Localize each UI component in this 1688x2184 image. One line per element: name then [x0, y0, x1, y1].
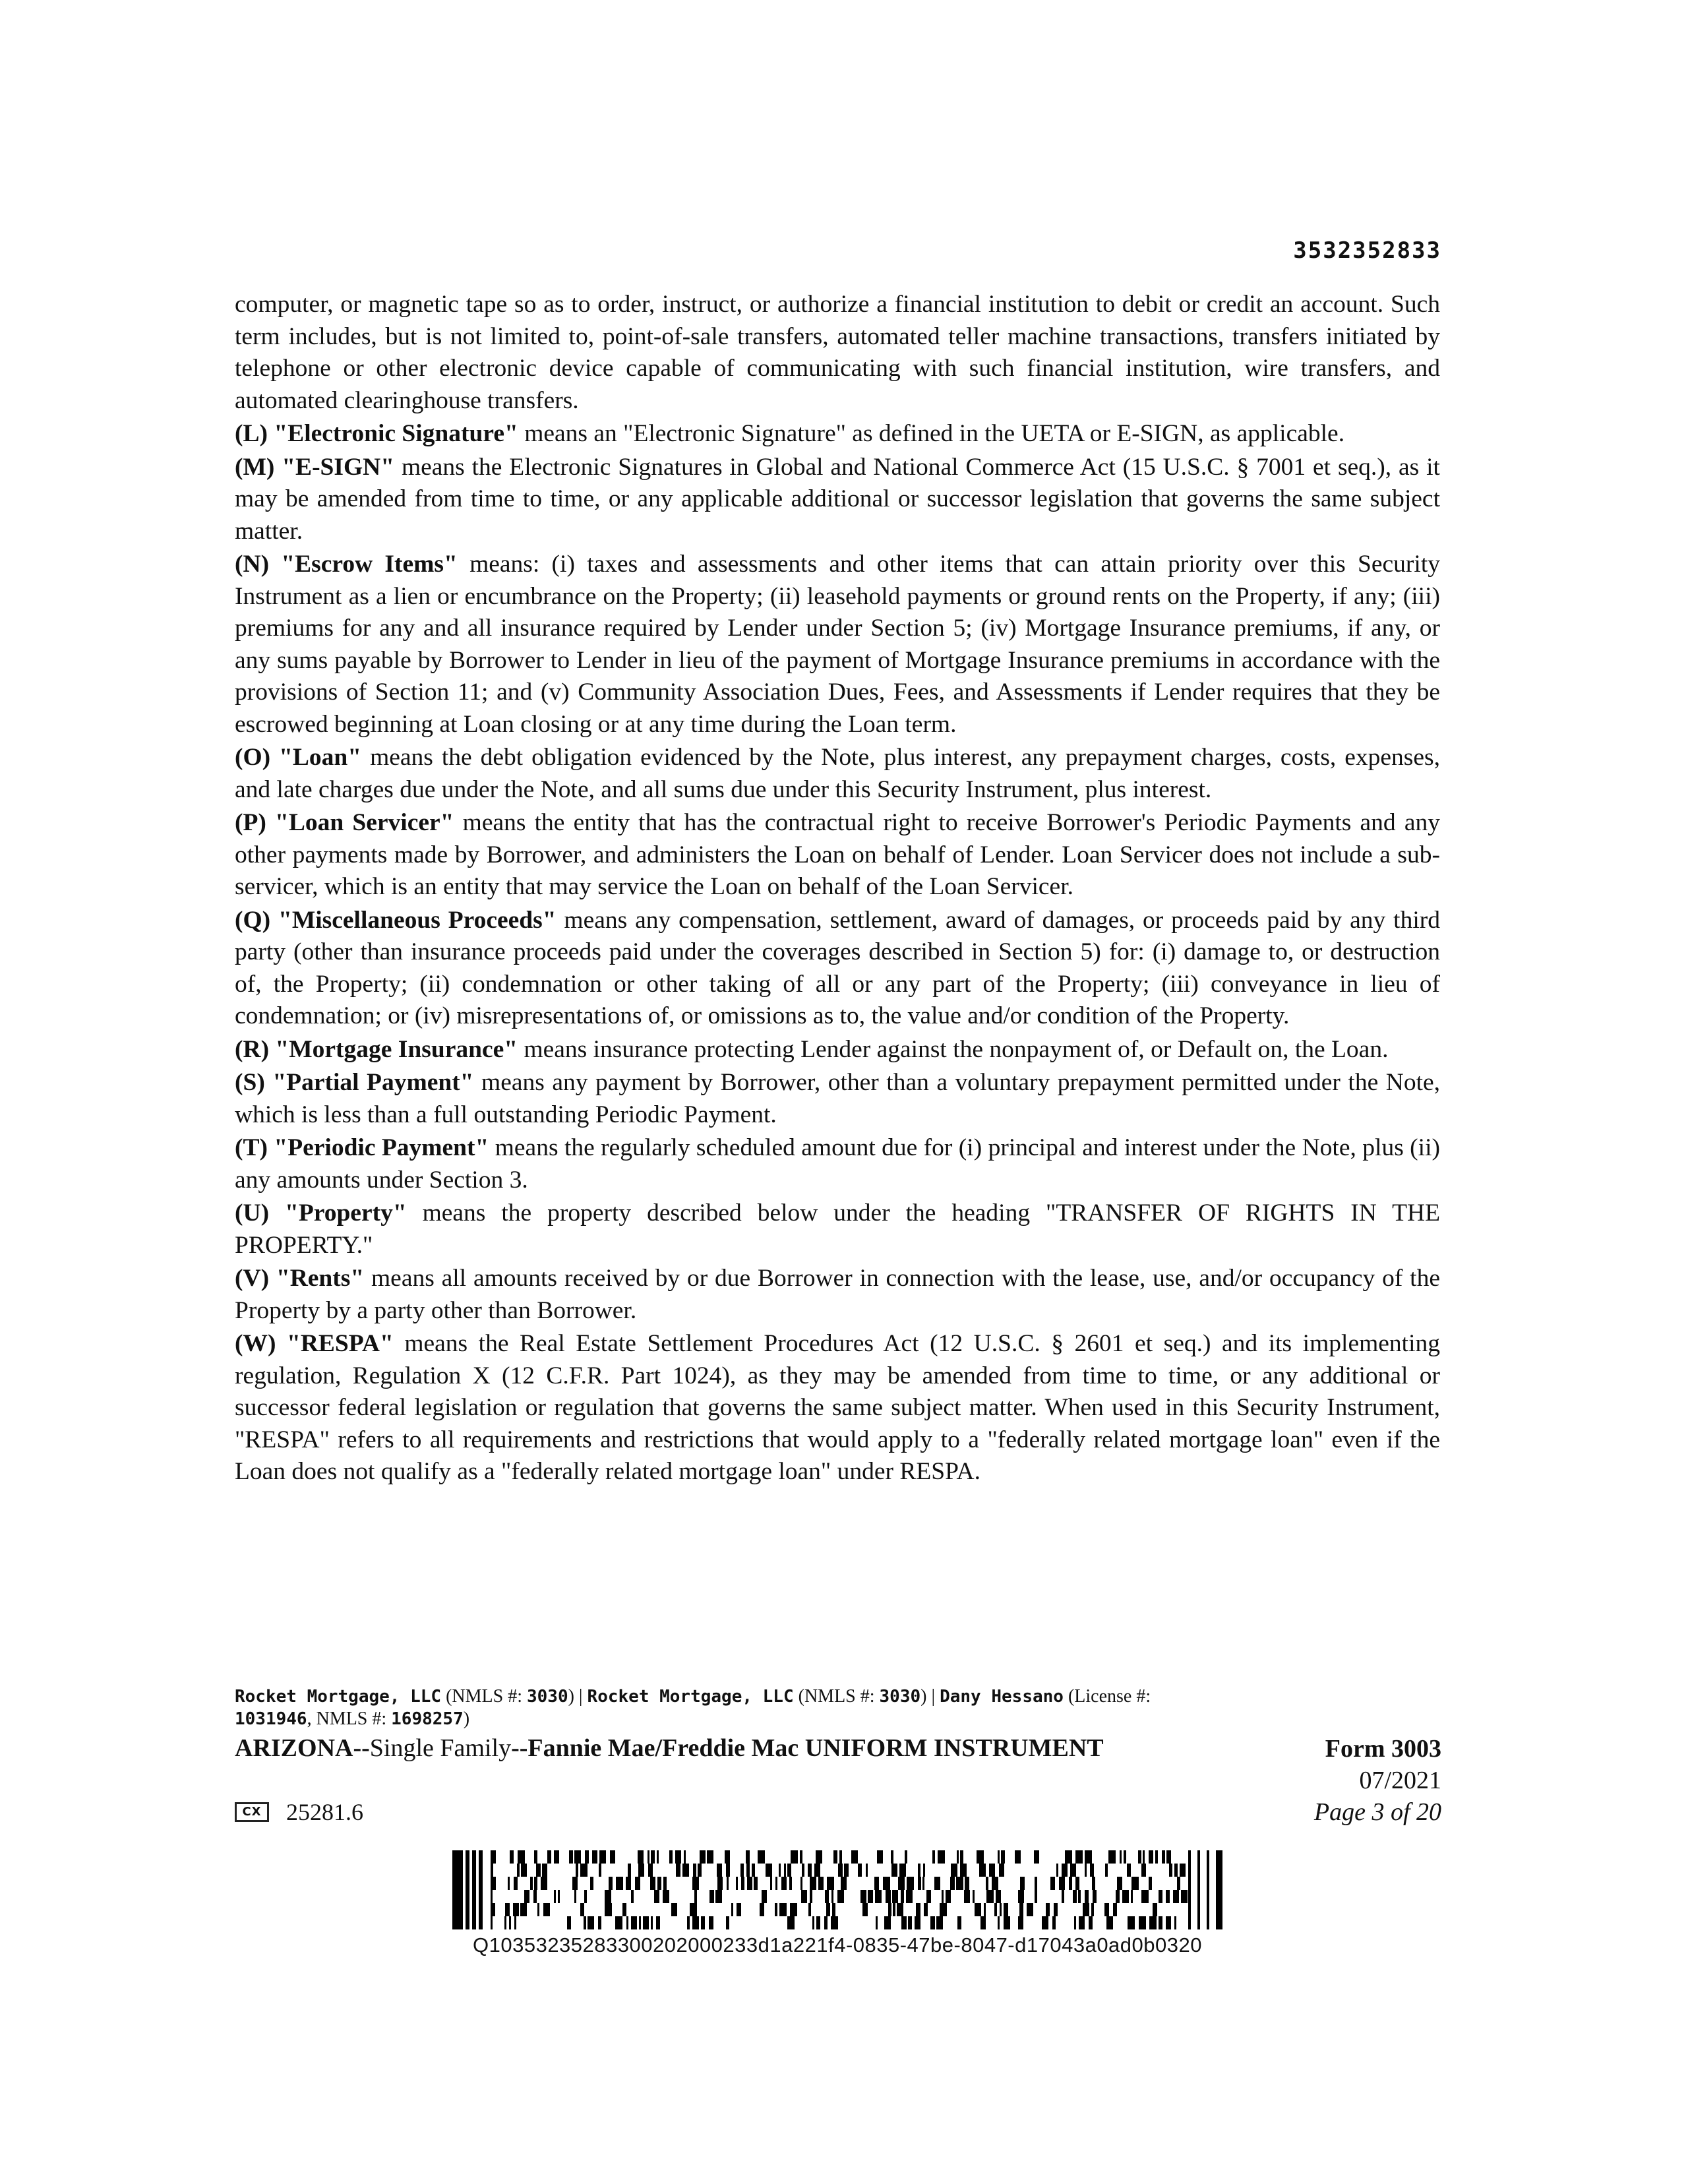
definition-term: (P) "Loan Servicer"	[235, 809, 454, 836]
form-date: 07/2021	[1359, 1767, 1441, 1794]
definition-term: (Q) "Miscellaneous Proceeds"	[235, 906, 557, 934]
license-label: (License #:	[1063, 1686, 1151, 1707]
license-number: 1031946	[235, 1709, 307, 1729]
close-paren: )	[463, 1709, 470, 1729]
definition-paragraph	[235, 289, 1440, 417]
definition-paragraph	[235, 1328, 1440, 1488]
separator: ) |	[568, 1686, 588, 1707]
definition-text: means: (i) taxes and assessments and other items that can attain priority over this Security Instrument as a lien or encumbrance on the Property; (ii) leasehold payments or ground rents on the Property, if any; (iii) premiums for any and all insurance required by Lender under Section 5; (iv) Mortgage Insurance premiums, if any, or any sums payable by Borrower to Lender in lieu of the payment of Mortgage Insurance premiums in accordance with the provisions of Section 11; and (v) Community Association Dues, Fees, and Assessments if Lender requires that they be escrowed beginning at Loan closing or at any time during the Loan term.	[235, 551, 1440, 738]
definition-term: (W) "RESPA"	[235, 1330, 394, 1357]
definition-text: means the Real Estate Settlement Procedures Act (12 U.S.C. § 2601 et seq.) and its implementing regulation, Regulation X (12 C.F.R. Part 1024), as they may be amended from time to time, or any additional or successor federal legislation or regulation that governs the same subject matter. When used in this Security Instrument, "RESPA" refers to all requirements and restrictions that would apply to a "federally related mortgage loan" even if the Loan does not qualify as a "federally related mortgage loan" under RESPA.	[235, 1330, 1440, 1485]
definition-text: means insurance protecting Lender against the nonpayment of, or Default on, the Loan.	[518, 1035, 1389, 1063]
definition-text: means an "Electronic Signature" as defined in the UETA or E-SIGN, as applicable.	[518, 420, 1345, 447]
definition-paragraph	[235, 1067, 1440, 1131]
definition-term: (N) "Escrow Items"	[235, 551, 458, 578]
definition-text: means the entity that has the contractual right to receive Borrower's Periodic Payments and any other payments made by Borrower, and administers the Loan on behalf of Lender. Loan Servicer does not include a sub-servicer, which is an entity that may service the Loan on behalf of the Loan Servicer.	[235, 809, 1441, 900]
originator-name: Dany Hessano	[940, 1687, 1064, 1707]
definition-paragraph	[235, 1198, 1440, 1261]
document-code-row	[235, 1798, 363, 1827]
definition-term: (M) "E-SIGN"	[235, 453, 395, 481]
definition-term: (T) "Periodic Payment"	[235, 1134, 489, 1161]
definitions-body	[235, 289, 1440, 1490]
document-code: 25281.6	[286, 1799, 363, 1825]
definition-paragraph	[235, 1132, 1440, 1196]
definition-text: means the Electronic Signatures in Global and National Commerce Act (15 U.S.C. § 7001 et seq.), as it may be amended from time to time, or any applicable additional or successor legislation that governs the same subject matter.	[235, 453, 1440, 545]
definition-paragraph	[235, 418, 1440, 450]
definition-text: means all amounts received by or due Borrower in connection with the lease, use, and/or occupancy of the Property by a party other than Borrower.	[235, 1265, 1440, 1324]
instrument-title	[235, 1733, 1440, 1763]
definition-text: means any compensation, settlement, award of damages, or proceeds paid by any third party (other than insurance proceeds paid under the coverages described in Section 5) for: (i) damage to, or destruction of, the Property; (ii) condemnation or other taking of all or any part of the Property; (iii) conveyance in lieu of condemnation; or (iv) misrepresentations of, or omissions as to, the value and/or condition of the Property.	[235, 906, 1440, 1029]
definition-paragraph	[235, 549, 1440, 741]
nmls-label: , NMLS #:	[307, 1709, 392, 1729]
definition-paragraph	[235, 807, 1440, 903]
form-info	[1314, 1733, 1441, 1828]
dash: --	[511, 1734, 528, 1762]
form-number: Form 3003	[1325, 1735, 1441, 1763]
state-name: ARIZONA	[235, 1734, 353, 1762]
definition-paragraph	[235, 452, 1440, 548]
definition-term: (S) "Partial Payment"	[235, 1069, 474, 1096]
definition-text: means the debt obligation evidenced by the Note, plus interest, any prepayment charges, costs, expenses, and late charges due under the Note, and all sums due under this Security Instrument, plus interest.	[235, 744, 1440, 803]
nmls-number: 1698257	[391, 1709, 464, 1729]
barcode-text: Q10353235283300202000233d1a221f4-0835-47be-8047-d17043a0ad0b0320	[473, 1933, 1202, 1957]
definition-term: (O) "Loan"	[235, 744, 362, 771]
definition-paragraph	[235, 1034, 1440, 1066]
barcode-image	[452, 1850, 1222, 1929]
definition-text: means the property described below under the heading "TRANSFER OF RIGHTS IN THE PROPERTY."	[235, 1199, 1440, 1259]
definition-term: (R) "Mortgage Insurance"	[235, 1035, 518, 1063]
lender-name: Rocket Mortgage, LLC	[587, 1687, 794, 1707]
definition-term: (L) "Electronic Signature"	[235, 420, 518, 447]
instrument-name: Fannie Mae/Freddie Mac UNIFORM INSTRUMENT	[528, 1734, 1104, 1762]
definition-paragraph	[235, 1263, 1440, 1327]
cx-logo-icon: CX	[235, 1802, 269, 1822]
nmls-label: (NMLS #:	[441, 1686, 527, 1707]
nmls-number: 3030	[526, 1687, 568, 1707]
separator: ) |	[920, 1686, 940, 1707]
definition-text: computer, or magnetic tape so as to order, instruct, or authorize a financial institution to debit or credit an account. Such term includes, but is not limited to, point-of-sale transfers, automated teller machine transactions, transfers initiated by telephone or other electronic device capable of communicating with such financial institution, wire transfers, and automated clearinghouse transfers.	[235, 291, 1440, 414]
family-type: Single Family	[369, 1734, 512, 1762]
instrument-footer	[235, 1733, 1440, 1763]
definition-text: means the regularly scheduled amount due for (i) principal and interest under the Note, plus (ii) any amounts under Section 3.	[235, 1134, 1440, 1194]
definition-term: (U) "Property"	[235, 1199, 407, 1227]
licensing-line	[235, 1685, 1440, 1730]
nmls-label: (NMLS #:	[793, 1686, 880, 1707]
dash: --	[353, 1734, 370, 1762]
definition-paragraph	[235, 905, 1440, 1033]
nmls-number: 3030	[879, 1687, 921, 1707]
page-number: Page 3 of 20	[1313, 1798, 1441, 1826]
lender-name: Rocket Mortgage, LLC	[235, 1687, 442, 1707]
loan-number: 3532352833	[1293, 237, 1441, 264]
definition-paragraph	[235, 742, 1440, 806]
definition-text: means any payment by Borrower, other than a voluntary prepayment permitted under the Note, which is less than a full outstanding Periodic Payment.	[235, 1069, 1441, 1128]
definition-term: (V) "Rents"	[235, 1265, 365, 1292]
